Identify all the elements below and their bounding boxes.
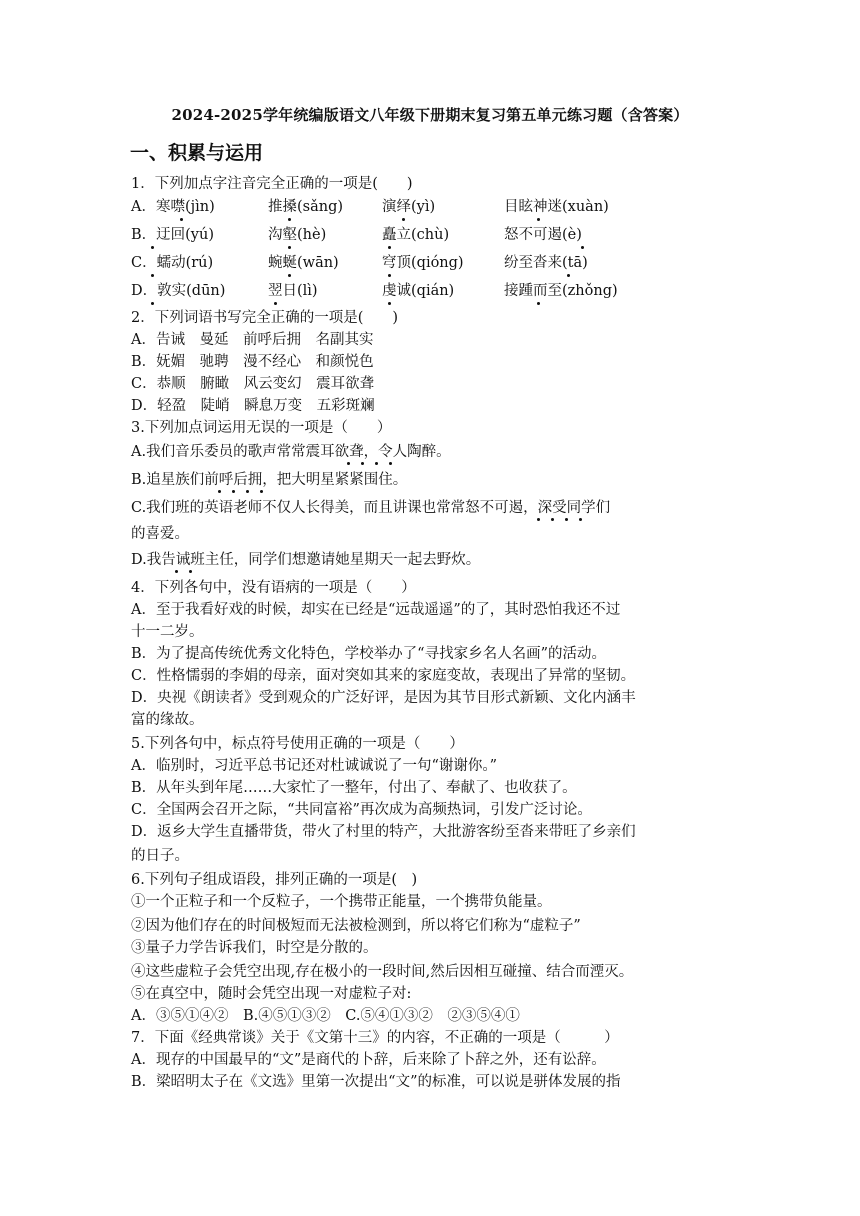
q5-option-b: B．从年头到年尾……大家忙了一整年，付出了、奉献了、也收获了。 [131,780,577,796]
emphasis-dot [567,274,570,277]
q3-stem: 3.下列加点词运用无误的一项是（ ） [131,420,392,436]
q3-option-c-line1: C.我们班的英语老师不仅人长得美，而且讲课也常常怒不可遏，深受同学们 [131,500,611,516]
q5-option-d-line1: D．返乡大学生直播带货，带火了村里的特产，大批游客纷至沓来带旺了乡亲们 [131,824,636,840]
q1-stem: 1．下列加点字注音完全正确的一项是( ) [131,176,413,192]
emphasis-dot [579,518,582,521]
emphasis-dot [537,302,540,305]
q4-option-c: C．性格懦弱的李娟的母亲，面对突如其来的家庭变故，表现出了异常的坚韧。 [131,668,636,684]
emphasis-dot [375,462,378,465]
q6-sentence-4: ④这些虚粒子会凭空出现,存在极小的一段时间,然后因相互碰撞、结合而湮灭。 [131,964,634,980]
emphasis-dot [175,570,178,573]
emphasis-dot [361,462,364,465]
q5-option-c: C．全国两会召开之际，“共同富裕”再次成为高频热词，引发广泛讨论。 [131,802,592,818]
q2-stem: 2．下列词语书写完全正确的一项是( ) [131,310,399,326]
emphasis-dot [581,246,584,249]
emphasis-dot [288,246,291,249]
emphasis-dot [551,518,554,521]
q1-option-d-2: 翌日(lì) [268,283,318,299]
q3-option-d: D.我告诫班主任，同学们想邀请她星期天一起去野炊。 [131,552,481,568]
q6-sentence-1: ①一个正粒子和一个反粒子，一个携带正能量，一个携带负能量。 [131,894,552,910]
q7-option-a: A．现存的中国最早的“文”是商代的卜辞，后来除了卜辞之外，还有讼辞。 [131,1052,606,1068]
emphasis-dot [537,518,540,521]
q6-choices: A．③⑤①④② B.④⑤①③② C.⑤④①③② ②③⑤④① [131,1008,520,1024]
q1-option-d-4: 接踵而至(zhǒng) [504,283,618,299]
emphasis-dot [151,302,154,305]
emphasis-dot [347,462,350,465]
emphasis-dot [288,274,291,277]
q4-option-d-line2: 富的缘故。 [131,712,204,728]
q5-option-a: A．临别时，习近平总书记还对杜诚诚说了一句“谢谢你。” [131,758,498,774]
section-heading: 一、积累与运用 [130,142,264,164]
emphasis-dot [388,274,391,277]
emphasis-dot [180,218,183,221]
q6-sentence-3: ③量子力学告诉我们，时空是分散的。 [131,940,378,956]
document-title: 2024-2025学年统编版语文八年级下册期末复习第五单元练习题（含答案） [171,106,689,124]
q1-option-b-4: 怒不可遏(è) [504,227,582,243]
q1-option-b-3: 矗立(chù) [382,227,450,243]
emphasis-dot [565,518,568,521]
q2-option-a: A．告诫 曼延 前呼后拥 名副其实 [131,332,374,348]
q2-option-d: D．轻盈 陡峭 瞬息万变 五彩斑斓 [131,398,375,414]
q7-option-b: B．梁昭明太子在《文选》里第一次提出“文”的标准，可以说是骈体发展的指 [131,1074,621,1090]
q3-option-b: B.追星族们前呼后拥，把大明星紧紧围住。 [131,472,408,488]
emphasis-dot [232,490,235,493]
q1-option-b-2: 沟壑(hè) [268,227,327,243]
emphasis-dot [402,218,405,221]
emphasis-dot [151,274,154,277]
emphasis-dot [388,302,391,305]
q1-option-a-1: A．寒噤(jìn) [131,199,215,215]
emphasis-dot [388,246,391,249]
q1-option-a-2: 推搡(sǎng) [268,199,344,215]
q6-stem: 6.下列句子组成语段，排列正确的一项是( ) [131,872,418,888]
q2-option-c: C．恭顺 腑瞰 风云变幻 震耳欲聋 [131,376,375,392]
emphasis-dot [151,246,154,249]
emphasis-dot [189,570,192,573]
q4-option-a-line1: A．至于我看好戏的时候，却实在已经是“远哉遥遥”的了，其时恐怕我还不过 [131,602,621,618]
q3-option-c-line2: 的喜爱。 [131,526,189,542]
q6-sentence-2: ②因为他们存在的时间极短而无法被检测到，所以将它们称为“虚粒子” [131,918,581,934]
q1-option-c-4: 纷至沓来(tā) [504,255,588,271]
emphasis-dot [274,302,277,305]
emphasis-dot [246,490,249,493]
emphasis-dot [537,218,540,221]
q1-option-d-3: 虔诚(qián) [382,283,455,299]
q1-option-d-1: D．敦实(dūn) [131,283,226,299]
emphasis-dot [288,218,291,221]
q7-stem: 7．下面《经典常谈》关于《文第十三》的内容，不正确的一项是（ ） [131,1030,619,1046]
q5-option-d-line2: 的日子。 [131,848,189,864]
q4-stem: 4．下列各句中，没有语病的一项是（ ） [131,580,416,596]
emphasis-dot [260,490,263,493]
q2-option-b: B．妩媚 驰聘 漫不经心 和颜悦色 [131,354,374,370]
q1-option-c-3: 穹顶(qióng) [382,255,464,271]
q4-option-b: B．为了提高传统优秀文化特色，学校举办了“寻找家乡名人名画”的活动。 [131,646,606,662]
emphasis-dot [218,490,221,493]
q1-option-b-1: B．迂回(yú) [131,227,214,243]
q1-option-c-1: C．蠕动(rú) [131,255,214,271]
q6-sentence-5: ⑤在真空中，随时会凭空出现一对虚粒子对: [131,986,412,1002]
q4-option-a-line2: 十一二岁。 [131,624,204,640]
emphasis-dot [389,462,392,465]
q5-stem: 5.下列各句中，标点符号使用正确的一项是（ ） [131,736,464,752]
q1-option-a-3: 演绎(yì) [382,199,436,215]
q4-option-d-line1: D．央视《朗读者》受到观众的广泛好评，是因为其节目形式新颖、文化内涵丰 [131,690,636,706]
q1-option-c-2: 蜿蜒(wān) [268,255,339,271]
q1-option-a-4: 目眩神迷(xuàn) [504,199,609,215]
q3-option-a: A.我们音乐委员的歌声常常震耳欲聋，令人陶醉。 [131,444,451,460]
